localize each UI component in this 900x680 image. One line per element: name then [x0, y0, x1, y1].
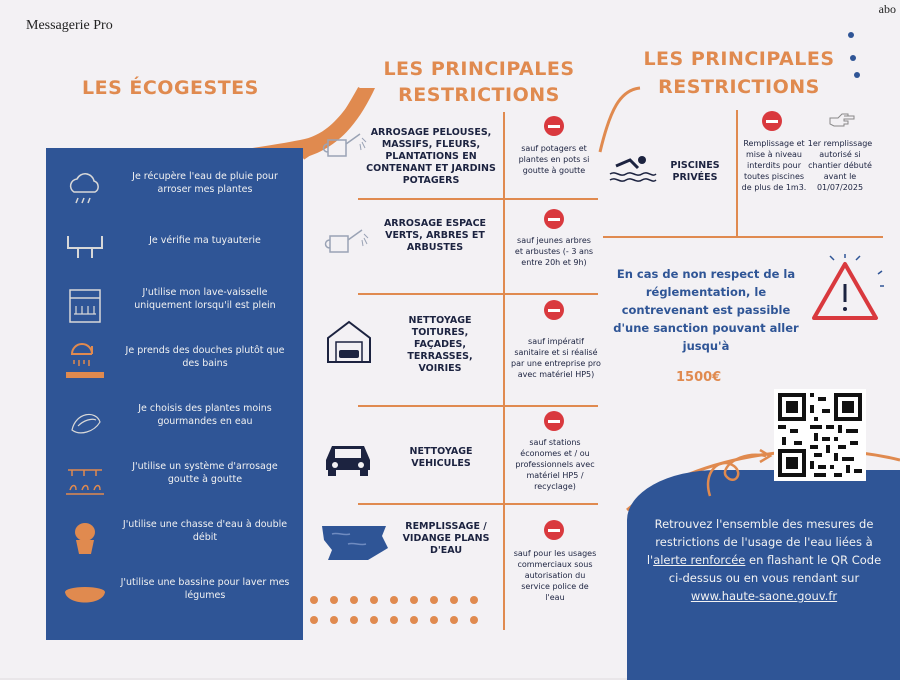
- heading-line: RESTRICTIONS: [658, 76, 820, 98]
- ecogeste-text: Je choisis des plantes moins gourmandes en eau: [138, 403, 272, 427]
- column-divider: [503, 112, 505, 630]
- website-link[interactable]: www.haute-saone.gouv.fr: [690, 589, 838, 603]
- ecogeste-item: [46, 220, 303, 278]
- drip-irrigation-icon: [62, 458, 108, 502]
- ecogeste-item: [46, 568, 303, 626]
- ecogeste-item: [46, 452, 303, 510]
- corner-text: abo: [878, 2, 896, 16]
- restriction-title: ARROSAGE ESPACE VERTS, ARBRES ET ARBUSTES: [383, 218, 487, 253]
- ecogeste-item: [46, 162, 303, 220]
- no-entry-icon: [544, 116, 564, 136]
- ecogeste-text: J'utilise un système d'arrosage goutte à goutte: [132, 461, 278, 485]
- ecogeste-text: J'utilise une chasse d'eau à double débit: [122, 519, 288, 543]
- car-icon: [322, 438, 374, 478]
- info-card-text-part: Retrouvez l'ensemble des mesures de restrictions de l'usage de l'eau liées à l': [646, 517, 874, 567]
- no-entry-icon: [544, 520, 564, 540]
- row-divider: [358, 405, 598, 407]
- ecogestes-heading: LES ÉCOGESTES: [82, 77, 259, 99]
- watering-can-icon: [320, 126, 370, 166]
- heading-line: LES PRINCIPALES: [643, 48, 835, 70]
- pond-icon: [318, 520, 392, 564]
- info-card-text: [640, 515, 888, 605]
- app-title: Messagerie Pro: [26, 18, 113, 33]
- shower-icon: [62, 342, 108, 386]
- ecogeste-item: [46, 278, 303, 336]
- swimmer-icon: [608, 152, 658, 184]
- warning-icon: [806, 254, 884, 330]
- pointing-hand-icon: [828, 112, 858, 132]
- restrictions-heading-right: [630, 45, 848, 101]
- rain-cloud-icon: [62, 168, 108, 212]
- dishwasher-icon: [62, 284, 108, 328]
- ecogestes-panel: [46, 148, 303, 640]
- restriction-note: sauf impératif sanitaire et si réalisé par une entreprise pro avec matériel HP5): [511, 337, 601, 379]
- restriction-title: NETTOYAGE VEHICULES: [409, 446, 473, 469]
- piscines-allowed-note: 1er remplissage autorisé si chantier débuté avant le 01/07/2025: [807, 139, 873, 192]
- heading-line: RESTRICTIONS: [398, 84, 560, 106]
- no-entry-icon: [762, 111, 782, 131]
- toilet-icon: [62, 516, 108, 560]
- restriction-title: ARROSAGE PELOUSES, MASSIFS, FLEURS, PLANTATIONS EN CONTENANT ET JARDINS POTAGERS: [366, 127, 496, 186]
- ecogeste-text: Je prends des douches plutôt que des bains: [125, 345, 285, 369]
- row-divider: [358, 198, 598, 200]
- qr-code-image: [774, 389, 866, 481]
- ecogeste-text: J'utilise une bassine pour laver mes légumes: [120, 577, 290, 601]
- restriction-note: sauf jeunes arbres et arbustes (- 3 ans entre 20h et 9h): [514, 236, 594, 267]
- no-entry-icon: [544, 300, 564, 320]
- sanction-text: En cas de non respect de la réglementation, le contrevenant est passible d'une sanction pouvant aller jusqu'à: [613, 267, 799, 353]
- info-card-text-part: en flashant le QR Code ci-dessus ou en vous rendant sur: [668, 553, 882, 585]
- ecogeste-text: Je récupère l'eau de pluie pour arroser mes plantes: [132, 171, 278, 195]
- ecogeste-item: [46, 510, 303, 568]
- restrictions-heading-left: [372, 56, 586, 108]
- restriction-title: REMPLISSAGE / VIDANGE PLANS D'EAU: [402, 521, 490, 556]
- qr-code[interactable]: [774, 389, 866, 481]
- ecogeste-text: Je vérifie ma tuyauterie: [149, 235, 261, 246]
- row-divider: [358, 293, 598, 295]
- restriction-note: sauf stations économes et / ou professionnels avec matériel HP5 / recyclage): [515, 438, 595, 491]
- pipe-icon: [62, 226, 108, 270]
- house-garage-icon: [324, 318, 374, 366]
- alerte-renforcee-link[interactable]: alerte renforcée: [653, 553, 746, 567]
- sanction-amount: 1500€: [676, 370, 722, 385]
- piscines-title: PISCINES PRIVÉES: [670, 160, 720, 183]
- row-divider: [358, 503, 598, 505]
- basin-icon: [62, 574, 108, 618]
- ecogeste-text: J'utilise mon lave-vaisselle uniquement lorsqu'il est plein: [134, 287, 276, 311]
- piscines-forbidden-note: Remplissage et mise à niveau interdits pour toutes piscines de plus de 1m3.: [741, 139, 807, 192]
- no-entry-icon: [544, 209, 564, 229]
- plant-icon: [62, 400, 108, 444]
- ecogeste-item: [46, 336, 303, 394]
- restriction-title: NETTOYAGE TOITURES, FAÇADES, TERRASSES, VOIRIES: [407, 315, 473, 374]
- curved-arrow-icon: [700, 440, 780, 500]
- watering-can-icon: [322, 222, 372, 262]
- restriction-note: sauf potagers et plantes en pots si goutte à goutte: [518, 144, 590, 175]
- no-entry-icon: [544, 411, 564, 431]
- ecogeste-item: [46, 394, 303, 452]
- heading-line: LES PRINCIPALES: [383, 58, 575, 80]
- restriction-note: sauf pour les usages commerciaux sous autorisation du service police de l'eau: [513, 549, 597, 602]
